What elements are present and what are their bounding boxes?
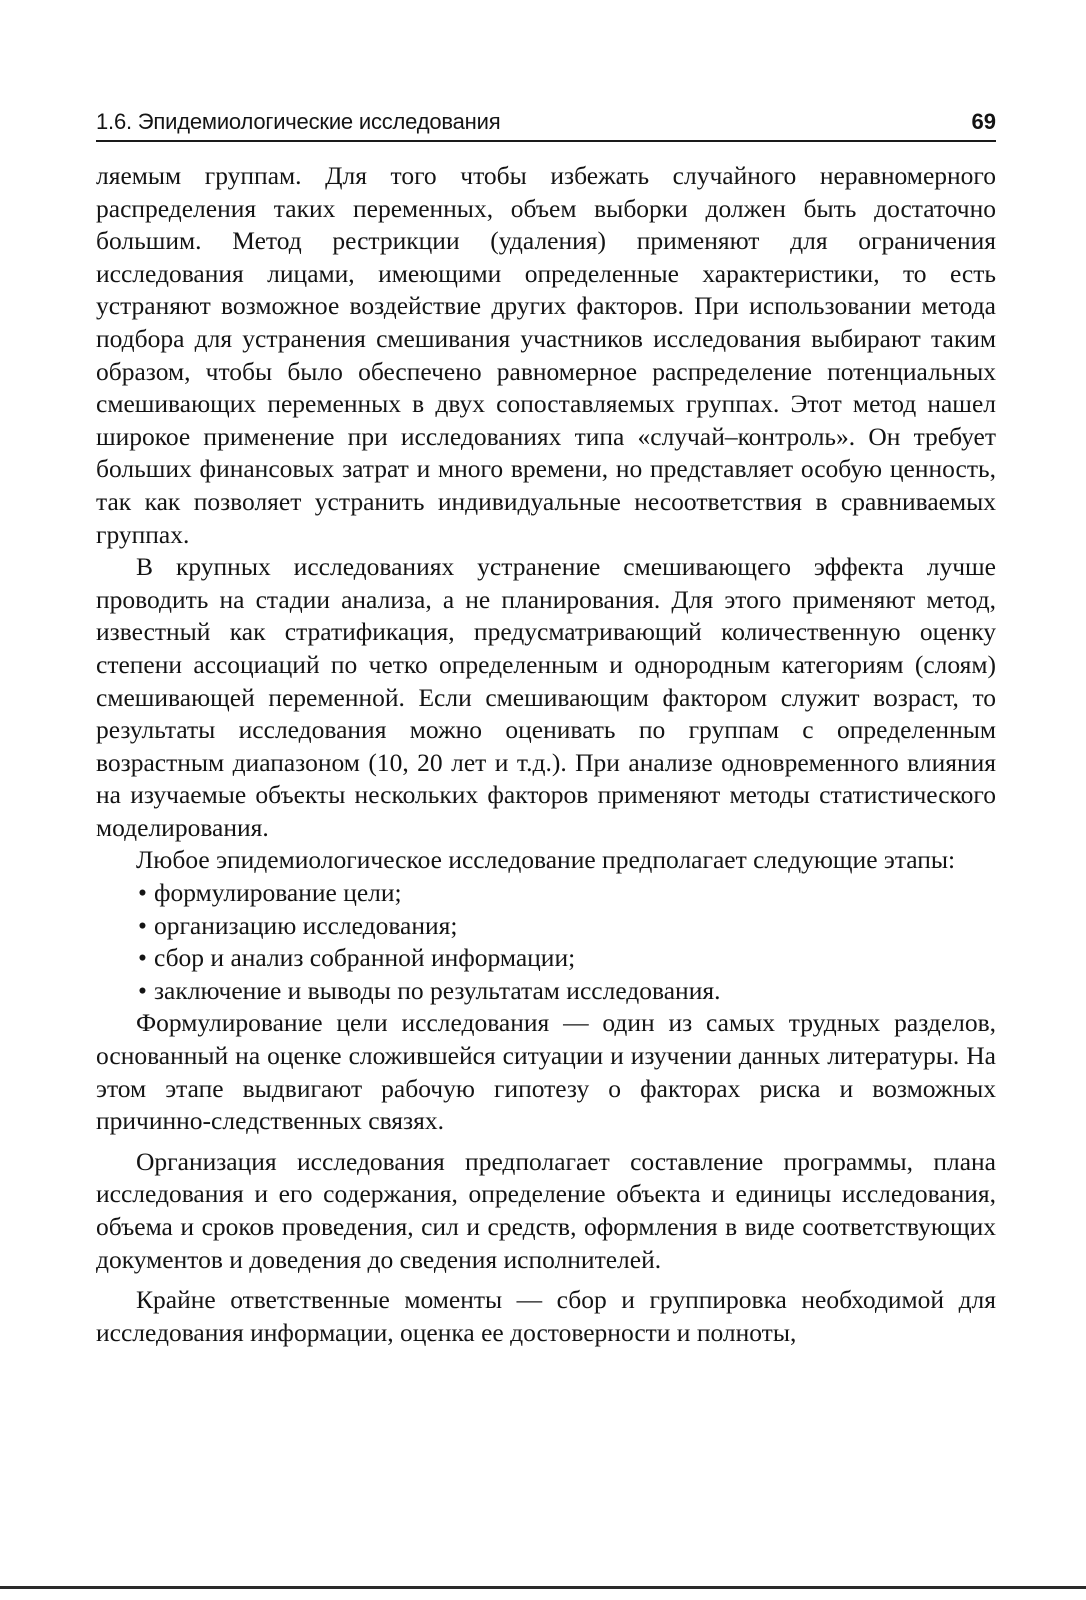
running-header <box>96 108 996 142</box>
body-text <box>96 160 996 1349</box>
list-item: • формулирование цели; <box>138 877 996 910</box>
paragraph: Любое эпидемиологическое исследование предполагает следующие этапы: <box>136 845 956 875</box>
paragraph: Организация исследования предполагает составление программы, плана исследования и его содержания, определение объекта и единицы исследования, объема и сроков проведения, сил и средств, оформления в виде соответствующих документов и доведения до сведения исполнителей. <box>96 1146 996 1274</box>
stages-list <box>96 877 996 1007</box>
paragraph: ляемым группам. Для того чтобы избежать случайного неравномерного распределения таких переменных, объем выборки должен быть достаточно большим. Метод рестрикции (удаления) применяют для ограничения исследования лицами, имеющими определенные характеристики, то есть устраняют возможное воздействие других факторов. При использовании метода подбора для устранения смешивания участников исследования выбирают таким образом, чтобы было обеспечено равномерное распределение потенциальных смешивающих переменных в двух сопоставляемых группах. Этот метод нашел широкое применение при исследованиях типа «случай–контроль». Он требует больших финансовых затрат и много времени, но представляет особую ценность, так как позволяет устранить индивидуальные несоответствия в сравниваемых группах. <box>96 161 996 549</box>
paragraph: Крайне ответственные моменты — сбор и группировка необходимой для исследования информации, оценка ее достоверности и полноты, <box>96 1285 996 1347</box>
list-item: • организацию исследования; <box>138 910 996 943</box>
book-page <box>96 108 996 1349</box>
paragraph: В крупных исследованиях устранение смешивающего эффекта лучше проводить на стадии анализа, а не планирования. Для этого применяют метод, известный как стратификация, предусматривающий количественную оценку степени ассоциаций по четко определенным и однородным категориям (слоям) смешивающей переменной. Если смешивающим фактором служит возраст, то результаты исследования можно оценивать по группам с определенным возрастным диапазоном (10, 20 лет и т.д.). При анализе одновременного влияния на изучаемые объекты нескольких факторов применяют методы статистического моделирования. <box>96 552 996 842</box>
section-title: 1.6. Эпидемиологические исследования <box>96 109 501 134</box>
list-item: • заключение и выводы по результатам исследования. <box>138 975 996 1008</box>
list-item: • сбор и анализ собранной информации; <box>138 942 996 975</box>
paragraph: Формулирование цели исследования — один из самых трудных разделов, основанный на оценке сложившейся ситуации и изучении данных литературы. На этом этапе выдвигают рабочую гипотезу о факторах риска и возможных причинно-следственных связях. <box>96 1008 996 1136</box>
page-number: 69 <box>971 109 996 134</box>
scan-bottom-edge <box>0 1586 1086 1589</box>
